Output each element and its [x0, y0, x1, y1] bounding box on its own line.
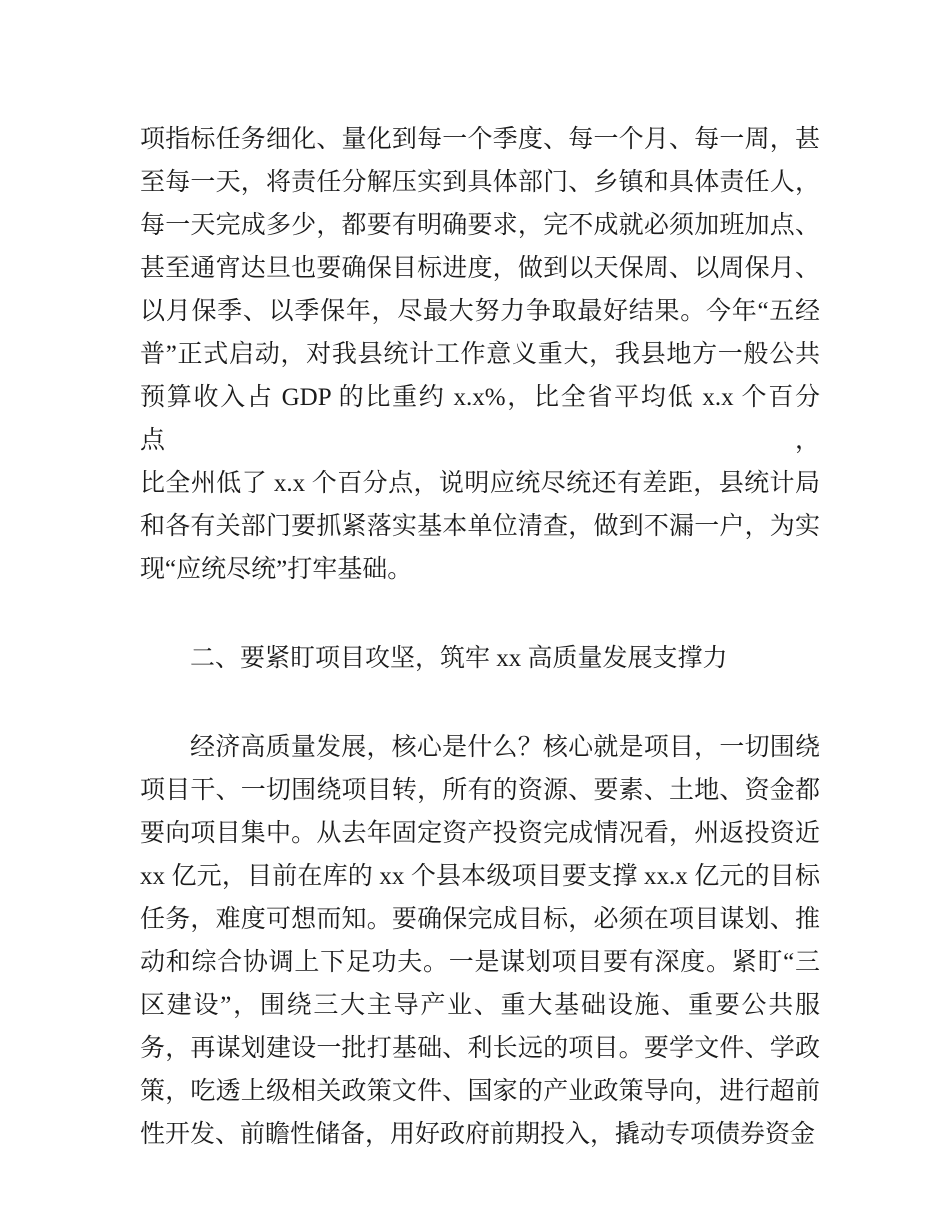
- text-line: 以月保季、以季保年，尽最大努力争取最好结果。今年“五经: [140, 298, 820, 325]
- text-line: 预算收入占 GDP 的比重约 x.x%，比全省平均低 x.x 个百分点，: [140, 384, 820, 454]
- heading-line: 二、要紧盯项目攻坚，筑牢 xx 高质量发展支撑力: [190, 645, 728, 672]
- text-line: xx 亿元，目前在库的 xx 个县本级项目要支撑 xx.x 亿元的目标: [140, 863, 820, 890]
- text-line: 项目干、一切围绕项目转，所有的资源、要素、土地、资金都: [140, 777, 820, 804]
- text-line: 和各有关部门要抓紧落实基本单位清查，做到不漏一户，为实: [140, 513, 820, 540]
- text-line: 现“应统尽统”打牢基础。: [140, 556, 413, 583]
- section-heading-2: [140, 637, 820, 680]
- text-line: 项指标任务细化、量化到每一个季度、每一个月、每一周，甚: [140, 126, 820, 153]
- text-line: 动和综合协调上下足功夫。一是谋划项目要有深度。紧盯“三: [140, 949, 820, 976]
- text-line: 务，再谋划建设一批打基础、利长远的项目。要学文件、学政: [140, 1035, 820, 1062]
- paragraph-2: [140, 726, 820, 1156]
- text-line: 至每一天，将责任分解压实到具体部门、乡镇和具体责任人，: [140, 169, 820, 196]
- paragraph-1-continuation: [140, 118, 820, 591]
- text-line: 经济高质量发展，核心是什么？核心就是项目，一切围绕: [190, 734, 820, 761]
- text-line: 任务，难度可想而知。要确保完成目标，必须在项目谋划、推: [140, 906, 820, 933]
- text-line: 甚至通宵达旦也要确保目标进度，做到以天保周、以周保月、: [140, 255, 820, 282]
- text-line: 区建设”，围绕三大主导产业、重大基础设施、重要公共服: [140, 992, 820, 1019]
- text-line: 性开发、前瞻性储备，用好政府前期投入，撬动专项债券资金: [140, 1121, 816, 1148]
- text-line: 比全州低了 x.x 个百分点，说明应统尽统还有差距，县统计局: [140, 470, 820, 497]
- text-line: 普”正式启动，对我县统计工作意义重大，我县地方一般公共: [140, 341, 820, 368]
- text-line: 每一天完成多少，都要有明确要求，完不成就必须加班加点、: [140, 212, 820, 239]
- text-line: 策，吃透上级相关政策文件、国家的产业政策导向，进行超前: [140, 1078, 820, 1105]
- text-line: 要向项目集中。从去年固定资产投资完成情况看，州返投资近: [140, 820, 820, 847]
